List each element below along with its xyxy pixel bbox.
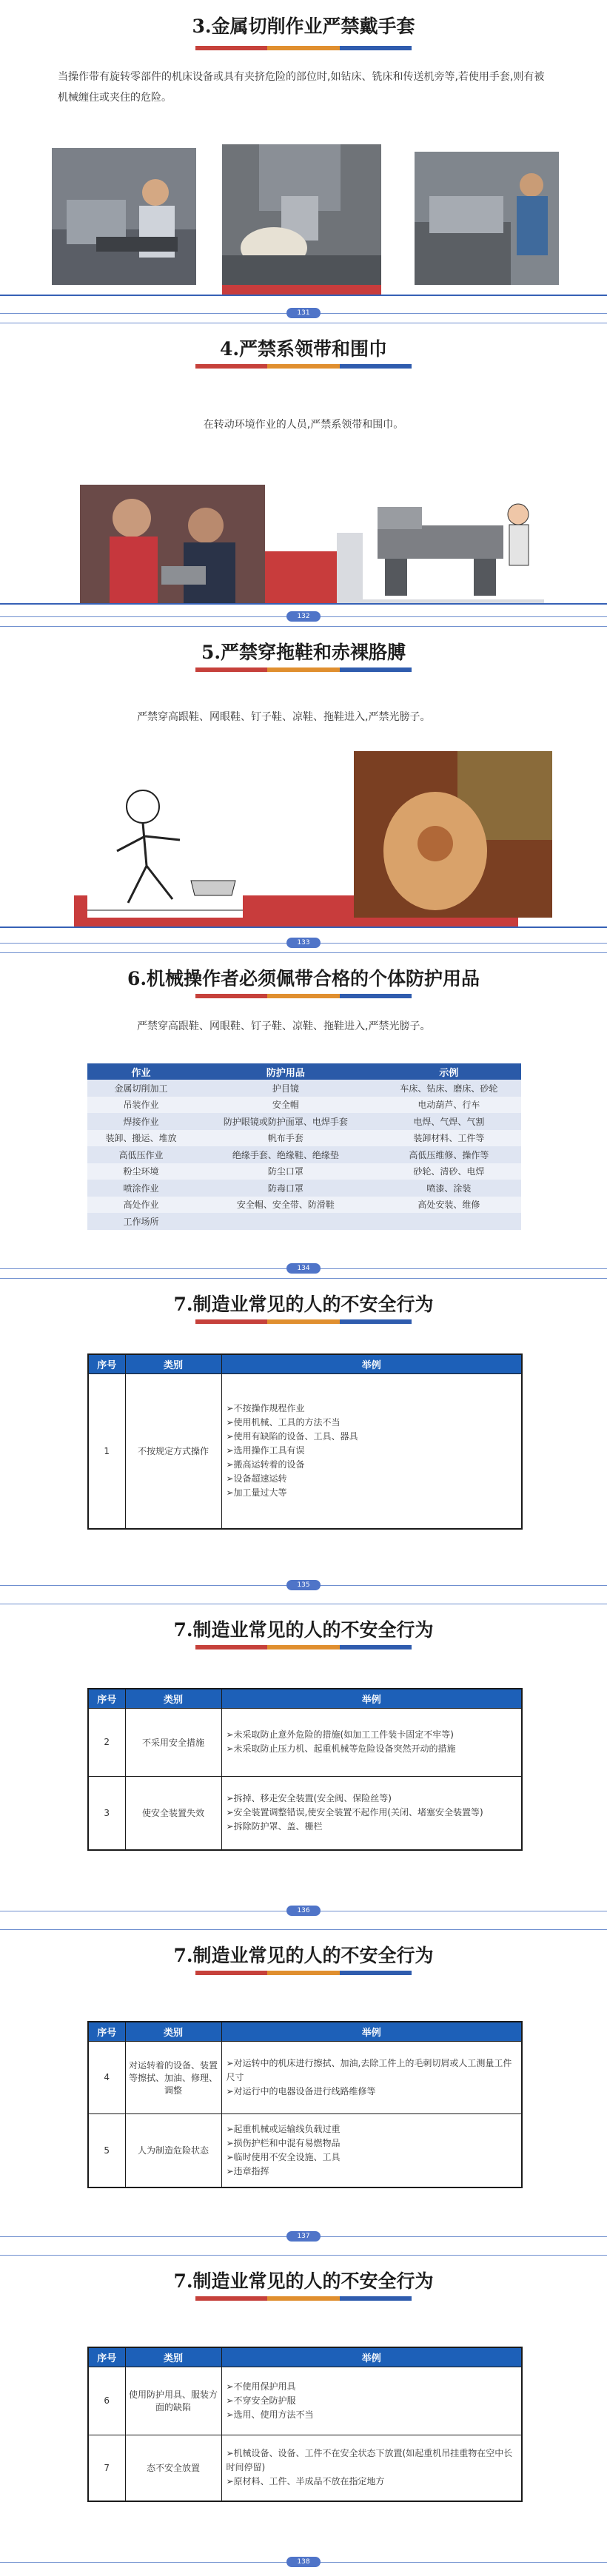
example-item: ➢安全装置调整错误,使安全装置不起作用(关闭、堵塞安全装置等) — [226, 1807, 483, 1818]
slide-unsafe-3 — [0, 1925, 607, 2250]
row-category: 使用防护用具、服装方面的缺陷 — [125, 2367, 221, 2435]
divider — [0, 626, 607, 627]
photo-workers-scarf — [80, 485, 265, 603]
divider — [0, 2255, 607, 2256]
table-row — [88, 1373, 522, 1529]
example-item: ➢损伤护栏和中混有易燃物品 — [226, 2137, 341, 2148]
photo-arm-injury — [354, 751, 552, 918]
header-category: 类别 — [125, 2347, 221, 2367]
table-row — [87, 1163, 521, 1180]
photo-gloved-hand — [222, 144, 381, 285]
example-item: ➢未采取防止压力机、起重机械等危险设备突然开动的措施 — [226, 1743, 456, 1754]
row-examples — [221, 2041, 522, 2113]
title-underline — [195, 1645, 412, 1649]
example-item: ➢不使用保护用具 — [226, 2381, 296, 2392]
body-text: 当操作带有旋转零部件的机床设备或具有夹挤危险的部位时,如钻床、铣床和传送机旁等,若使用手套,则有被机械缠住或夹住的危险。 — [58, 71, 545, 104]
bottom-bar — [0, 603, 607, 605]
bottom-bar — [0, 295, 607, 296]
example-item: ➢拆除防护罩、盖、栅栏 — [226, 1821, 323, 1832]
table-row — [88, 2041, 522, 2113]
row-number: 7 — [88, 2435, 125, 2501]
red-block — [255, 551, 344, 603]
example-item: ➢临时使用不安全设施、工具 — [226, 2151, 341, 2162]
title-underline — [195, 1971, 412, 1975]
example-item: ➢拆掉、移走安全装置(安全阀、保险丝等) — [226, 1793, 392, 1804]
example-item: ➢对运转中的机床进行擦拭、加油,去除工件上的毛刺切屑或人工测量工件尺寸 — [226, 2057, 512, 2082]
table-row — [88, 1708, 522, 1776]
table-cell — [377, 1213, 521, 1230]
title-underline — [195, 1319, 412, 1324]
row-examples — [221, 2435, 522, 2501]
body-text: 严禁穿高跟鞋、网眼鞋、钉子鞋、凉鞋、拖鞋进入,严禁光膀子。 — [137, 711, 431, 723]
table-cell: 金属切削加工 — [87, 1080, 195, 1097]
table-row — [87, 1146, 521, 1163]
page-title: 6.机械操作者必须佩带合格的个体防护用品 — [127, 968, 480, 989]
row-examples — [221, 1708, 522, 1776]
row-number: 3 — [88, 1776, 125, 1850]
protective-gear-table — [87, 1063, 521, 1230]
table-cell — [195, 1213, 377, 1230]
example-item: ➢使用机械、工具的方法不当 — [226, 1417, 341, 1428]
table-cell: 粉尘环境 — [87, 1163, 195, 1180]
header-job: 作业 — [87, 1063, 195, 1080]
header-category: 类别 — [125, 2022, 221, 2041]
table-cell: 安全帽 — [195, 1097, 377, 1114]
unsafe-acts-table — [87, 2021, 523, 2188]
photo-lathe-worker — [52, 148, 196, 285]
page-title: 7.制造业常见的人的不安全行为 — [173, 1945, 434, 1966]
slide-tie-scarf — [0, 318, 607, 622]
page-title: 7.制造业常见的人的不安全行为 — [173, 1619, 434, 1641]
table-cell: 砂轮、清砂、电焊 — [377, 1163, 521, 1180]
slide-protective-gear — [0, 948, 607, 1274]
page-number: 131 — [286, 308, 321, 318]
example-item: ➢加工量过大等 — [226, 1487, 287, 1499]
unsafe-acts-table — [87, 1688, 523, 1851]
page-title: 3.金属切削作业严禁戴手套 — [192, 16, 415, 37]
title-underline — [195, 364, 412, 369]
table-cell: 防护眼镜或防护面罩、电焊手套 — [195, 1113, 377, 1130]
table-row — [87, 1113, 521, 1130]
title-underline — [195, 2296, 412, 2301]
body-text: 在转动环境作业的人员,严禁系领带和围巾。 — [203, 419, 404, 431]
example-item: ➢未采取防止意外危险的措施(如加工工件装卡固定不牢等) — [226, 1729, 454, 1740]
table-row — [87, 1080, 521, 1097]
table-row — [87, 1130, 521, 1147]
row-examples — [221, 2113, 522, 2187]
table-cell: 喷漆、涂装 — [377, 1180, 521, 1197]
table-cell: 帆布手套 — [195, 1130, 377, 1147]
example-item: ➢搬高运转着的设备 — [226, 1459, 305, 1470]
title-underline — [195, 994, 412, 998]
page-number: 137 — [286, 2231, 321, 2242]
page-number: 132 — [286, 611, 321, 622]
row-number: 5 — [88, 2113, 125, 2187]
table-cell: 焊接作业 — [87, 1113, 195, 1130]
page-title: 5.严禁穿拖鞋和赤裸胳膊 — [201, 642, 406, 663]
table-cell: 喷涂作业 — [87, 1180, 195, 1197]
header-num: 序号 — [88, 1354, 125, 1373]
header-gear: 防护用品 — [195, 1063, 377, 1080]
header-num: 序号 — [88, 2022, 125, 2041]
row-category: 不按规定方式操作 — [125, 1373, 221, 1529]
table-cell: 护目镜 — [195, 1080, 377, 1097]
lathe-drawing — [363, 485, 544, 599]
table-cell: 电动葫芦、行车 — [377, 1097, 521, 1114]
example-item: ➢选用操作工具有误 — [226, 1445, 305, 1456]
page-number: 138 — [286, 2557, 321, 2567]
row-examples — [221, 1373, 522, 1529]
body-text: 严禁穿高跟鞋、网眼鞋、钉子鞋、凉鞋、拖鞋进入,严禁光膀子。 — [137, 1020, 431, 1032]
row-examples — [221, 2367, 522, 2435]
row-number: 1 — [88, 1373, 125, 1529]
row-category: 使安全装置失效 — [125, 1776, 221, 1850]
table-row — [88, 2435, 522, 2501]
row-category: 态不安全放置 — [125, 2435, 221, 2501]
page-number: 135 — [286, 1580, 321, 1590]
photo-machine-operator — [415, 152, 559, 285]
table-cell: 安全帽、安全带、防滑鞋 — [195, 1197, 377, 1214]
table-cell: 车床、钻床、磨床、砂轮 — [377, 1080, 521, 1097]
table-row — [87, 1213, 521, 1230]
table-cell: 工作场所 — [87, 1213, 195, 1230]
header-num: 序号 — [88, 2347, 125, 2367]
example-item: ➢对运行中的电器设备进行线路维修等 — [226, 2085, 376, 2096]
row-number: 4 — [88, 2041, 125, 2113]
example-item: ➢违章指挥 — [226, 2165, 269, 2176]
header-category: 类别 — [125, 1354, 221, 1373]
example-item: ➢设备超速运转 — [226, 1473, 287, 1484]
row-category: 不采用安全措施 — [125, 1708, 221, 1776]
slide-slippers — [0, 622, 607, 948]
title-underline — [195, 667, 412, 672]
page-title: 7.制造业常见的人的不安全行为 — [173, 1294, 434, 1315]
table-cell: 电焊、气焊、气割 — [377, 1113, 521, 1130]
row-number: 2 — [88, 1708, 125, 1776]
header-example: 举例 — [221, 2347, 522, 2367]
unsafe-acts-table — [87, 1353, 523, 1530]
row-category: 对运转着的设备、装置等擦拭、加油、修理、调整 — [125, 2041, 221, 2113]
table-cell: 高处作业 — [87, 1197, 195, 1214]
table-row — [87, 1097, 521, 1114]
divider — [0, 1929, 607, 1930]
example-item: ➢使用有缺陷的设备、工具、器具 — [226, 1431, 358, 1442]
table-cell: 绝缘手套、绝缘鞋、绝缘垫 — [195, 1146, 377, 1163]
page-title: 4.严禁系领带和围巾 — [219, 338, 388, 360]
example-item: ➢不穿安全防护服 — [226, 2395, 296, 2406]
divider — [0, 952, 607, 953]
table-cell: 高低压作业 — [87, 1146, 195, 1163]
row-examples — [221, 1776, 522, 1850]
table-cell: 装卸材料、工件等 — [377, 1130, 521, 1147]
table-cell: 装卸、搬运、堆放 — [87, 1130, 195, 1147]
unsafe-acts-table — [87, 2347, 523, 2502]
header-example: 举例 — [221, 1689, 522, 1708]
row-category: 人为制造危险状态 — [125, 2113, 221, 2187]
cartoon-slippers — [87, 770, 243, 918]
slide-unsafe-4 — [0, 2250, 607, 2576]
table-cell: 高处安装、维修 — [377, 1197, 521, 1214]
example-item: ➢不按操作规程作业 — [226, 1403, 305, 1414]
slide-unsafe-2 — [0, 1599, 607, 1925]
table-row — [88, 1776, 522, 1850]
example-item: ➢起重机械或运输线负载过重 — [226, 2123, 341, 2134]
title-underline — [195, 46, 412, 50]
header-example: 示例 — [377, 1063, 521, 1080]
table-row — [87, 1197, 521, 1214]
header-example: 举例 — [221, 2022, 522, 2041]
table-row — [87, 1180, 521, 1197]
table-row — [88, 2367, 522, 2435]
row-number: 6 — [88, 2367, 125, 2435]
divider — [0, 1278, 607, 1279]
header-num: 序号 — [88, 1689, 125, 1708]
slide-gloves — [0, 0, 607, 318]
page-number: 134 — [286, 1263, 321, 1274]
table-cell: 防尘口罩 — [195, 1163, 377, 1180]
header-category: 类别 — [125, 1689, 221, 1708]
table-cell: 吊装作业 — [87, 1097, 195, 1114]
page-title: 7.制造业常见的人的不安全行为 — [173, 2270, 434, 2292]
table-row — [88, 2113, 522, 2187]
slide-unsafe-1 — [0, 1274, 607, 1599]
table-cell: 防毒口罩 — [195, 1180, 377, 1197]
example-item: ➢选用、使用方法不当 — [226, 2409, 314, 2420]
header-example: 举例 — [221, 1354, 522, 1373]
example-item: ➢机械设备、设备、工件不在安全状态下放置(如起重机吊挂重物在空中长时间停留) — [226, 2448, 513, 2473]
page-number: 136 — [286, 1906, 321, 1916]
example-item: ➢原材料、工件、半成品不放在指定地方 — [226, 2476, 385, 2487]
bottom-bar — [0, 927, 607, 928]
table-cell: 高低压维修、操作等 — [377, 1146, 521, 1163]
page-number: 133 — [286, 938, 321, 948]
